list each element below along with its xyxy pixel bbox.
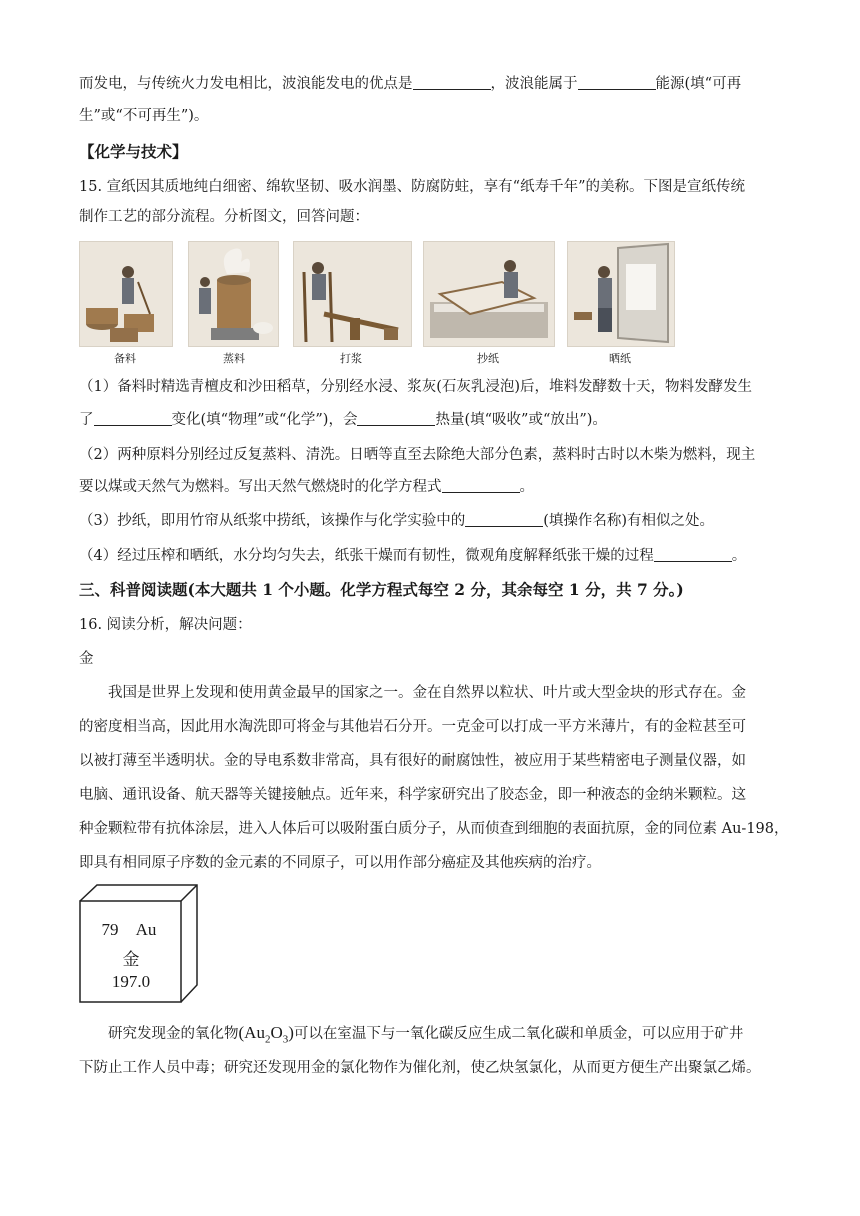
text-line: 生”或“不可再生”)。 <box>79 108 209 124</box>
sub-question-1: （1）备料时精选青檀皮和沙田稻草，分别经水浸、浆灰(石灰乳浸泡)后，堆料发酵数十天，物料发酵发生 <box>79 379 753 395</box>
text: 。 <box>519 479 534 495</box>
text: 研究发现金的氧化物 <box>108 1026 239 1042</box>
article-paragraph: 以被打薄至半透明状。金的导电系数非常高，具有很好的耐腐蚀性，被应用于某些精密电子测量仪器，如 <box>79 753 746 769</box>
formula-part: 2 <box>264 1033 271 1046</box>
article-paragraph: 的密度相当高，因此用水淘洗即可将金与其他岩石分开。一克金可以打成一平方米薄片，有的金粒甚至可 <box>79 719 746 735</box>
sub-question-1 <box>79 409 781 431</box>
image-caption: 晒纸 <box>609 352 631 365</box>
papermaking-image <box>423 241 555 347</box>
answer-blank[interactable] <box>578 75 656 90</box>
article-paragraph: 下防止工作人员中毒；研究还发现用金的氯化物作为催化剂，使乙炔氢氯化，从而更方便生产出聚氯乙烯。 <box>79 1060 761 1076</box>
beating-image <box>293 241 412 347</box>
question-15-text: 15. 宣纸因其质地纯白细密、绵软坚韧、吸水润墨、防腐防蛀，享有“纸寿千年”的美称。下图是宣纸传统 <box>79 179 745 195</box>
article-paragraph: 种金颗粒带有抗体涂层，进入人体后可以吸附蛋白质分子，从而侦查到细胞的表面抗原，金的同位素 Au-198， <box>79 821 789 837</box>
text: 而发电，与传统火力发电相比，波浪能发电的优点是 <box>79 76 413 92</box>
answer-blank[interactable] <box>654 547 732 562</box>
section-heading: 【化学与技术】 <box>79 142 188 161</box>
article-paragraph: 即具有相同原子序数的金元素的不同原子，可以用作部分癌症及其他疾病的治疗。 <box>79 855 601 871</box>
periodic-element-cube <box>79 884 199 1004</box>
gold-oxide-formula: $(Au_2O_3)$ <box>238 1023 294 1046</box>
article-paragraph: 我国是世界上发现和使用黄金最早的国家之一。金在自然界以粒状、叶片或大型金块的形式存在。金 <box>108 685 746 701</box>
text: ，波浪能属于 <box>490 76 578 92</box>
question-16-text: 16. 阅读分析，解决问题： <box>79 617 252 633</box>
image-caption: 打浆 <box>340 352 362 365</box>
atomic-number: 79 <box>101 920 119 939</box>
sub-question-2: （2）两种原料分别经过反复蒸料、清洗。日晒等直至去除绝大部分色素，蒸料时古时以木柴为燃料，现主 <box>79 447 756 463</box>
answer-blank[interactable] <box>94 411 172 426</box>
sub-question-2 <box>79 476 781 498</box>
section-heading: 三、科普阅读题(本大题共 1 个小题。化学方程式每空 2 分，其余每空 1 分，共 7 分。) <box>79 580 684 599</box>
text: （3）抄纸，即用竹帘从纸浆中捞纸，该操作与化学实验中的 <box>79 513 466 529</box>
element-symbol: Au <box>135 920 157 939</box>
text: 。 <box>731 548 747 564</box>
prep-image <box>79 241 173 347</box>
atomic-mass: 197.0 <box>111 972 151 991</box>
image-caption: 备料 <box>114 352 136 365</box>
article-title: 金 <box>79 651 94 667</box>
text: 了 <box>79 412 94 428</box>
formula-part: 3 <box>282 1033 289 1046</box>
formula-part: O <box>270 1023 283 1042</box>
text: 可以在室温下与一氧化碳反应生成二氧化碳和单质金，可以应用于矿井 <box>293 1026 744 1042</box>
text: （4）经过压榨和晒纸，水分均匀失去，纸张干燥而有韧性，微观角度解释纸张干燥的过程 <box>79 548 654 564</box>
text: (填操作名称)有相似之处。 <box>543 513 715 529</box>
article-paragraph <box>79 1022 781 1050</box>
answer-blank[interactable] <box>442 478 520 493</box>
drying-image <box>567 241 675 347</box>
steaming-image <box>188 241 279 347</box>
sub-question-3 <box>79 510 781 532</box>
text-line <box>79 73 781 95</box>
text: 能源(填“可再 <box>655 76 742 92</box>
image-caption: 抄纸 <box>477 352 499 365</box>
answer-blank[interactable] <box>357 411 435 426</box>
text: 变化(填“物理”或“化学”)，会 <box>171 412 358 428</box>
formula-part: Au <box>244 1023 265 1042</box>
text: 热量(填“吸收”或“放出”)。 <box>435 412 607 428</box>
sub-question-4 <box>79 545 781 567</box>
answer-blank[interactable] <box>465 512 543 527</box>
image-caption: 蒸料 <box>223 352 245 365</box>
element-name: 金 <box>122 950 140 969</box>
answer-blank[interactable] <box>413 75 491 90</box>
text: 要以煤或天然气为燃料。写出天然气燃烧时的化学方程式 <box>79 479 442 495</box>
article-paragraph: 电脑、通讯设备、航天器等关键接触点。近年来，科学家研究出了胶态金，即一种液态的金纳米颗粒。这 <box>79 787 746 803</box>
question-15-text: 制作工艺的部分流程。分析图文，回答问题： <box>79 209 369 225</box>
